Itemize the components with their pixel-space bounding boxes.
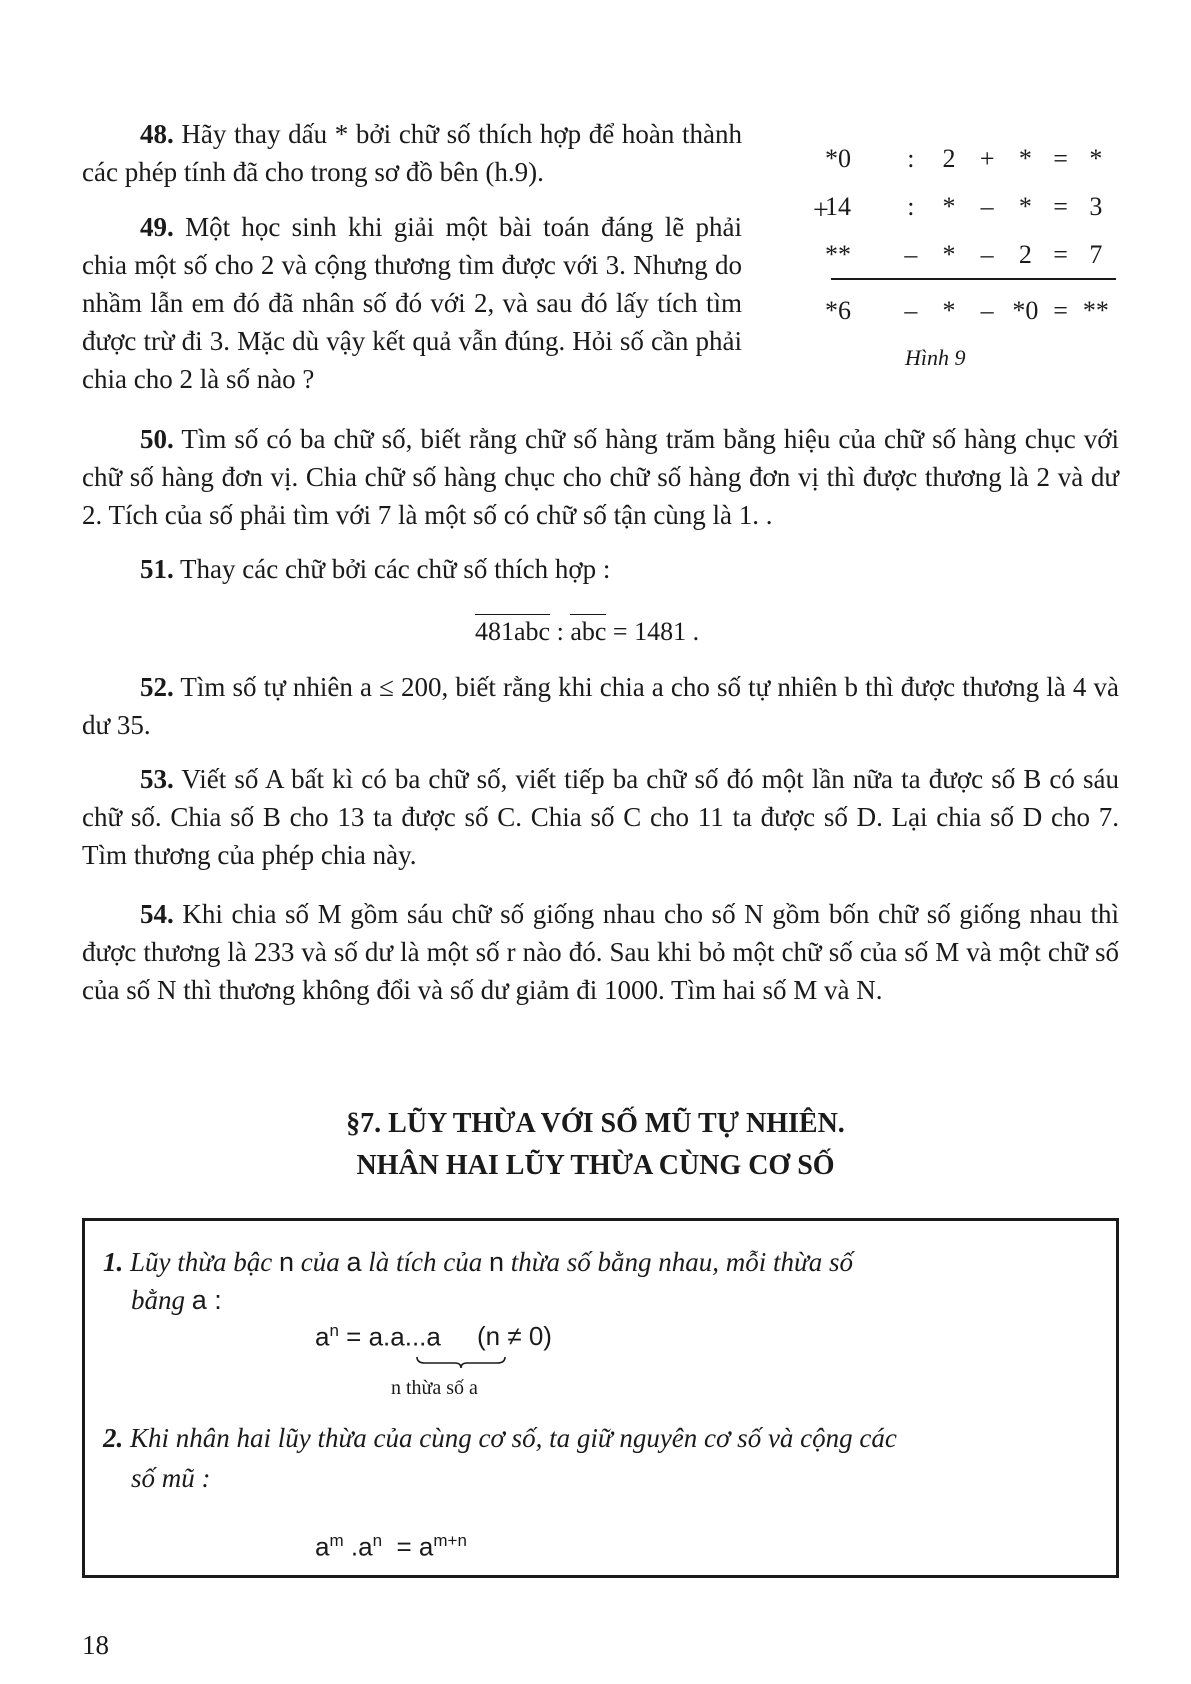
rule-var: n — [489, 1247, 505, 1277]
figure-cell: – — [904, 296, 918, 325]
formula-base: a — [315, 1531, 330, 1562]
figure-cell: 2 — [942, 144, 956, 173]
figure-cell: – — [980, 296, 994, 325]
problem-53 — [82, 760, 1119, 874]
figure-cell: * — [1018, 192, 1032, 221]
figure-cell: * — [942, 240, 956, 269]
problem-number: 53. — [140, 764, 174, 794]
figure-cell: 14 — [825, 192, 851, 221]
rule-var: a — [346, 1247, 362, 1277]
formula-result: = 1481 . — [606, 617, 700, 646]
rule-2-cont — [131, 1459, 211, 1497]
figure-cell: : — [907, 144, 915, 173]
figure-cell: *0 — [825, 144, 851, 173]
problem-number: 52. — [140, 672, 174, 702]
figure-cell: – — [980, 240, 994, 269]
problem-text: Tìm số tự nhiên a ≤ 200, biết rằng khi chia a cho số tự nhiên b thì được thương là 4 và dư 35. — [82, 672, 1119, 740]
problem-51 — [82, 550, 1119, 588]
formula-product: a.a...a — [368, 1321, 441, 1352]
figure-cell: 7 — [1089, 240, 1103, 269]
figure-cell: : — [907, 192, 915, 221]
rule-text: thừa số bằng nhau, mỗi thừa số — [510, 1247, 854, 1277]
rule-number: 1. — [103, 1247, 124, 1277]
rule-number: 2. — [103, 1423, 124, 1453]
formula-exponent: n — [329, 1321, 339, 1340]
figure-cell: * — [1018, 144, 1032, 173]
figure-caption: Hình 9 — [905, 345, 966, 370]
problem-number: 48. — [140, 119, 174, 149]
problem-49 — [82, 208, 742, 398]
figure-cell: * — [942, 192, 956, 221]
section-subtitle: NHÂN HAI LŨY THỪA CÙNG CƠ SỐ — [356, 1150, 835, 1181]
figure-cell: 2 — [1018, 240, 1032, 269]
figure-cell: 3 — [1089, 192, 1103, 221]
definition-box — [82, 1218, 1119, 1578]
problem-text: Viết số A bất kì có ba chữ số, viết tiếp ba chữ số đó một lần nữa ta được số B có sáu chữ số. Chia số B cho 13 ta được số C. Chia số C cho 11 ta được số D. Lại chia số D cho 7. Tìm thương của phép chia này. — [82, 764, 1120, 870]
figure-cell: – — [980, 192, 994, 221]
formula-eq: = a — [382, 1531, 434, 1562]
rule-text: là tích của — [368, 1247, 483, 1277]
figure-cell: ** — [1082, 296, 1109, 325]
underbrace-label: n thừa số a — [391, 1377, 478, 1399]
page-number: 18 — [82, 1630, 109, 1660]
problem-text: Thay các chữ bởi các chữ số thích hợp : — [180, 554, 611, 584]
formula-condition: (n ≠ 0) — [477, 1321, 552, 1351]
rule-1 — [103, 1243, 1103, 1281]
problem-text: Một học sinh khi giải một bài toán đáng lẽ phải chia một số cho 2 và cộng thương tìm được với 3. Nhưng do nhầm lẫn em đó đã nhân số đó với 2, và sau đó lấy tích tìm được trừ đi 3. Mặc dù vậy kết quả vẫn đúng. Hỏi số cần phải chia cho 2 là số nào ? — [82, 212, 743, 394]
figure-row — [825, 183, 1115, 231]
figure-cell: = — [1053, 144, 1068, 173]
figure-cell: * — [1089, 144, 1103, 173]
formula-power — [315, 1321, 478, 1399]
rule-var: a : — [191, 1285, 222, 1315]
problem-50 — [82, 420, 1119, 534]
problem-number: 54. — [140, 899, 174, 929]
plus-sign: + — [813, 195, 829, 226]
formula-base: .a — [343, 1531, 373, 1562]
figure-9 — [813, 135, 1115, 370]
formula-eq: = — [338, 1321, 369, 1352]
figure-cell: = — [1053, 192, 1068, 221]
problem-48 — [82, 115, 742, 191]
problem-54 — [82, 895, 1119, 1009]
rule-1-cont — [131, 1281, 222, 1319]
figure-cell: = — [1053, 240, 1068, 269]
figure-cell: *6 — [825, 296, 851, 325]
rule-2 — [103, 1419, 1103, 1457]
problem-text: Tìm số có ba chữ số, biết rằng chữ số hàng trăm bằng hiệu của chữ số hàng chục với chữ số hàng đơn vị. Chia chữ số hàng chục cho chữ số hàng đơn vị thì được thương là 2 và dư 2. Tích của số phải tìm với 7 là một số có chữ số tận cùng là 1. . — [82, 424, 1120, 530]
figure-cell: * — [942, 296, 956, 325]
formula-sep: : — [550, 617, 571, 646]
figure-cell: *0 — [1012, 296, 1039, 325]
rule-text: Khi nhân hai lũy thừa của cùng cơ số, ta giữ nguyên cơ số và cộng các — [130, 1423, 897, 1453]
figure-row — [825, 287, 1115, 335]
rule-text: số mũ : — [131, 1463, 211, 1493]
figure-cell: = — [1053, 296, 1068, 325]
figure-row — [825, 231, 1115, 279]
rule-text: của — [300, 1247, 340, 1277]
rule-text: Lũy thừa bậc — [130, 1247, 273, 1277]
figure-cell: + — [979, 144, 995, 173]
problem-52 — [82, 668, 1119, 744]
problem-number: 50. — [140, 424, 174, 454]
figure-row — [825, 135, 1115, 183]
formula-exponent: n — [372, 1531, 383, 1550]
formula-exponent: m — [329, 1531, 344, 1550]
formula-exponent: m+n — [433, 1531, 467, 1550]
section-title: §7. LŨY THỪA VỚI SỐ MŨ TỰ NHIÊN. — [346, 1108, 845, 1139]
sum-line — [831, 278, 1116, 280]
formula-51 — [475, 617, 699, 647]
formula-base: a — [315, 1321, 330, 1352]
figure-cell: – — [904, 240, 918, 269]
figure-cell: ** — [825, 240, 851, 269]
overlined-number: abc — [570, 614, 606, 646]
problem-number: 49. — [140, 212, 174, 242]
rule-var: n — [278, 1247, 294, 1277]
problem-text: Khi chia số M gồm sáu chữ số giống nhau cho số N gồm bốn chữ số giống nhau thì được thương là 233 và số dư là một số r nào đó. Sau khi bỏ một chữ số của số M và một chữ số của số N thì thương không đổi và số dư giảm đi 1000. Tìm hai số M và N. — [82, 899, 1119, 1005]
underbrace — [415, 1355, 507, 1369]
overlined-number: 481abc — [475, 614, 550, 646]
problem-number: 51. — [140, 554, 174, 584]
rule-text: bằng — [131, 1285, 185, 1315]
formula-product-rule — [315, 1531, 467, 1563]
problem-text: Hãy thay dấu * bởi chữ số thích hợp để hoàn thành các phép tính đã cho trong sơ đồ bên (h.9). — [82, 119, 742, 187]
